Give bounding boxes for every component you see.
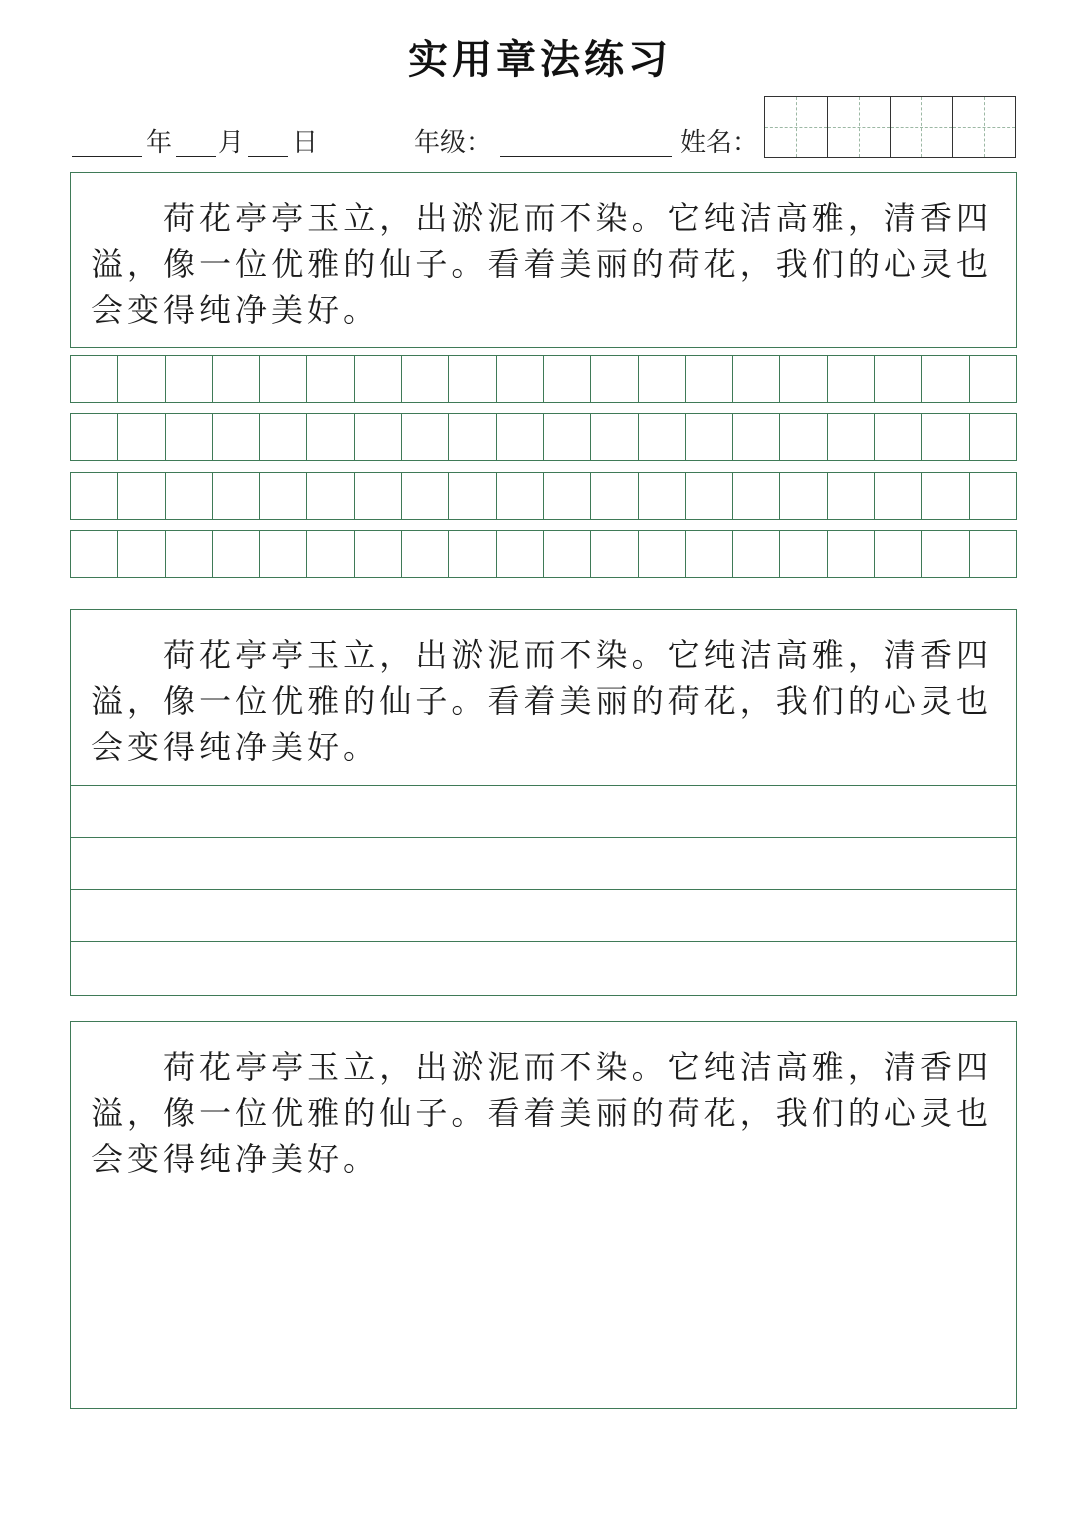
grid-cell[interactable] (639, 473, 686, 519)
month-label: 月 (218, 128, 245, 158)
grid-cell[interactable] (213, 531, 260, 577)
grid-cell[interactable] (828, 414, 875, 460)
passage-text: 荷花亭亭玉立，出淤泥而不染。它纯洁高雅，清香四溢，像一位优雅的仙子。看着美丽的荷花，我们的心灵也会变得纯净美好。 (91, 199, 992, 329)
ruled-line[interactable] (71, 837, 1016, 838)
grid-cell[interactable] (970, 531, 1016, 577)
name-cell[interactable] (828, 97, 891, 157)
grid-cell[interactable] (402, 531, 449, 577)
grid-cell[interactable] (544, 414, 591, 460)
grid-cell[interactable] (733, 473, 780, 519)
grid-cell[interactable] (828, 531, 875, 577)
grid-cell[interactable] (922, 531, 969, 577)
grid-cell[interactable] (449, 473, 496, 519)
ruled-line (71, 785, 1016, 786)
grid-cell[interactable] (875, 531, 922, 577)
grade-label: 年级： (414, 128, 493, 158)
grid-row[interactable] (70, 413, 1017, 461)
grid-cell[interactable] (355, 414, 402, 460)
grid-cell[interactable] (402, 473, 449, 519)
grid-cell[interactable] (213, 473, 260, 519)
grid-cell[interactable] (970, 473, 1016, 519)
grid-row[interactable] (70, 355, 1017, 403)
grid-cell[interactable] (922, 473, 969, 519)
grid-cell[interactable] (544, 473, 591, 519)
grid-cell[interactable] (922, 356, 969, 402)
grid-cell[interactable] (828, 473, 875, 519)
grid-cell[interactable] (780, 414, 827, 460)
grid-cell[interactable] (355, 531, 402, 577)
grid-cell[interactable] (449, 414, 496, 460)
grade-blank[interactable] (500, 120, 672, 157)
grid-cell[interactable] (970, 356, 1016, 402)
day-blank[interactable] (248, 120, 288, 157)
grid-cell[interactable] (260, 414, 307, 460)
grid-cell[interactable] (260, 356, 307, 402)
grid-cell[interactable] (875, 414, 922, 460)
name-writing-grid[interactable] (764, 96, 1016, 158)
grid-cell[interactable] (213, 356, 260, 402)
year-blank[interactable] (72, 120, 142, 157)
grid-cell[interactable] (260, 531, 307, 577)
ruled-line[interactable] (71, 941, 1016, 942)
grid-cell[interactable] (355, 356, 402, 402)
grid-cell[interactable] (449, 531, 496, 577)
grid-cell[interactable] (166, 414, 213, 460)
ruled-line[interactable] (71, 889, 1016, 890)
grid-cell[interactable] (686, 414, 733, 460)
grid-cell[interactable] (307, 473, 354, 519)
grid-row[interactable] (70, 472, 1017, 520)
grid-cell[interactable] (591, 531, 638, 577)
grid-cell[interactable] (875, 473, 922, 519)
grid-cell[interactable] (71, 414, 118, 460)
passage-box-3[interactable] (70, 1021, 1017, 1409)
grid-cell[interactable] (497, 356, 544, 402)
grid-cell[interactable] (497, 473, 544, 519)
grid-cell[interactable] (213, 414, 260, 460)
name-cell[interactable] (953, 97, 1015, 157)
grid-cell[interactable] (780, 473, 827, 519)
grid-cell[interactable] (733, 531, 780, 577)
grid-cell[interactable] (686, 356, 733, 402)
grid-cell[interactable] (686, 531, 733, 577)
grid-cell[interactable] (166, 473, 213, 519)
grid-cell[interactable] (355, 473, 402, 519)
grid-cell[interactable] (591, 473, 638, 519)
passage-box-2 (70, 609, 1017, 996)
grid-cell[interactable] (497, 414, 544, 460)
grid-cell[interactable] (71, 356, 118, 402)
grid-cell[interactable] (118, 473, 165, 519)
grid-cell[interactable] (118, 356, 165, 402)
grid-cell[interactable] (260, 473, 307, 519)
grid-cell[interactable] (402, 414, 449, 460)
year-label: 年 (146, 128, 173, 158)
grid-cell[interactable] (449, 356, 496, 402)
name-cell[interactable] (891, 97, 954, 157)
grid-cell[interactable] (71, 473, 118, 519)
day-label: 日 (292, 128, 319, 158)
grid-cell[interactable] (780, 531, 827, 577)
grid-cell[interactable] (71, 531, 118, 577)
grid-cell[interactable] (118, 414, 165, 460)
name-label: 姓名： (680, 128, 759, 158)
grid-cell[interactable] (402, 356, 449, 402)
grid-cell[interactable] (828, 356, 875, 402)
passage-text: 荷花亭亭玉立，出淤泥而不染。它纯洁高雅，清香四溢，像一位优雅的仙子。看着美丽的荷花，我们的心灵也会变得纯净美好。 (91, 636, 992, 766)
grid-cell[interactable] (922, 414, 969, 460)
month-blank[interactable] (176, 120, 216, 157)
grid-cell[interactable] (307, 531, 354, 577)
grid-cell[interactable] (733, 414, 780, 460)
grid-cell[interactable] (733, 356, 780, 402)
grid-cell[interactable] (639, 356, 686, 402)
grid-cell[interactable] (780, 356, 827, 402)
grid-cell[interactable] (686, 473, 733, 519)
grid-cell[interactable] (118, 531, 165, 577)
grid-cell[interactable] (307, 414, 354, 460)
passage-text: 荷花亭亭玉立，出淤泥而不染。它纯洁高雅，清香四溢，像一位优雅的仙子。看着美丽的荷花，我们的心灵也会变得纯净美好。 (91, 1048, 992, 1178)
grid-cell[interactable] (591, 414, 638, 460)
grid-cell[interactable] (970, 414, 1016, 460)
grid-cell[interactable] (875, 356, 922, 402)
grid-cell[interactable] (307, 356, 354, 402)
grid-row[interactable] (70, 530, 1017, 578)
grid-cell[interactable] (544, 356, 591, 402)
grid-cell[interactable] (166, 356, 213, 402)
grid-cell[interactable] (166, 531, 213, 577)
grid-cell[interactable] (544, 531, 591, 577)
grid-cell[interactable] (639, 531, 686, 577)
grid-cell[interactable] (497, 531, 544, 577)
grid-cell[interactable] (591, 356, 638, 402)
page-title: 实用章法练习 (408, 37, 672, 83)
grid-cell[interactable] (639, 414, 686, 460)
passage-box-1 (70, 172, 1017, 348)
name-cell[interactable] (765, 97, 828, 157)
